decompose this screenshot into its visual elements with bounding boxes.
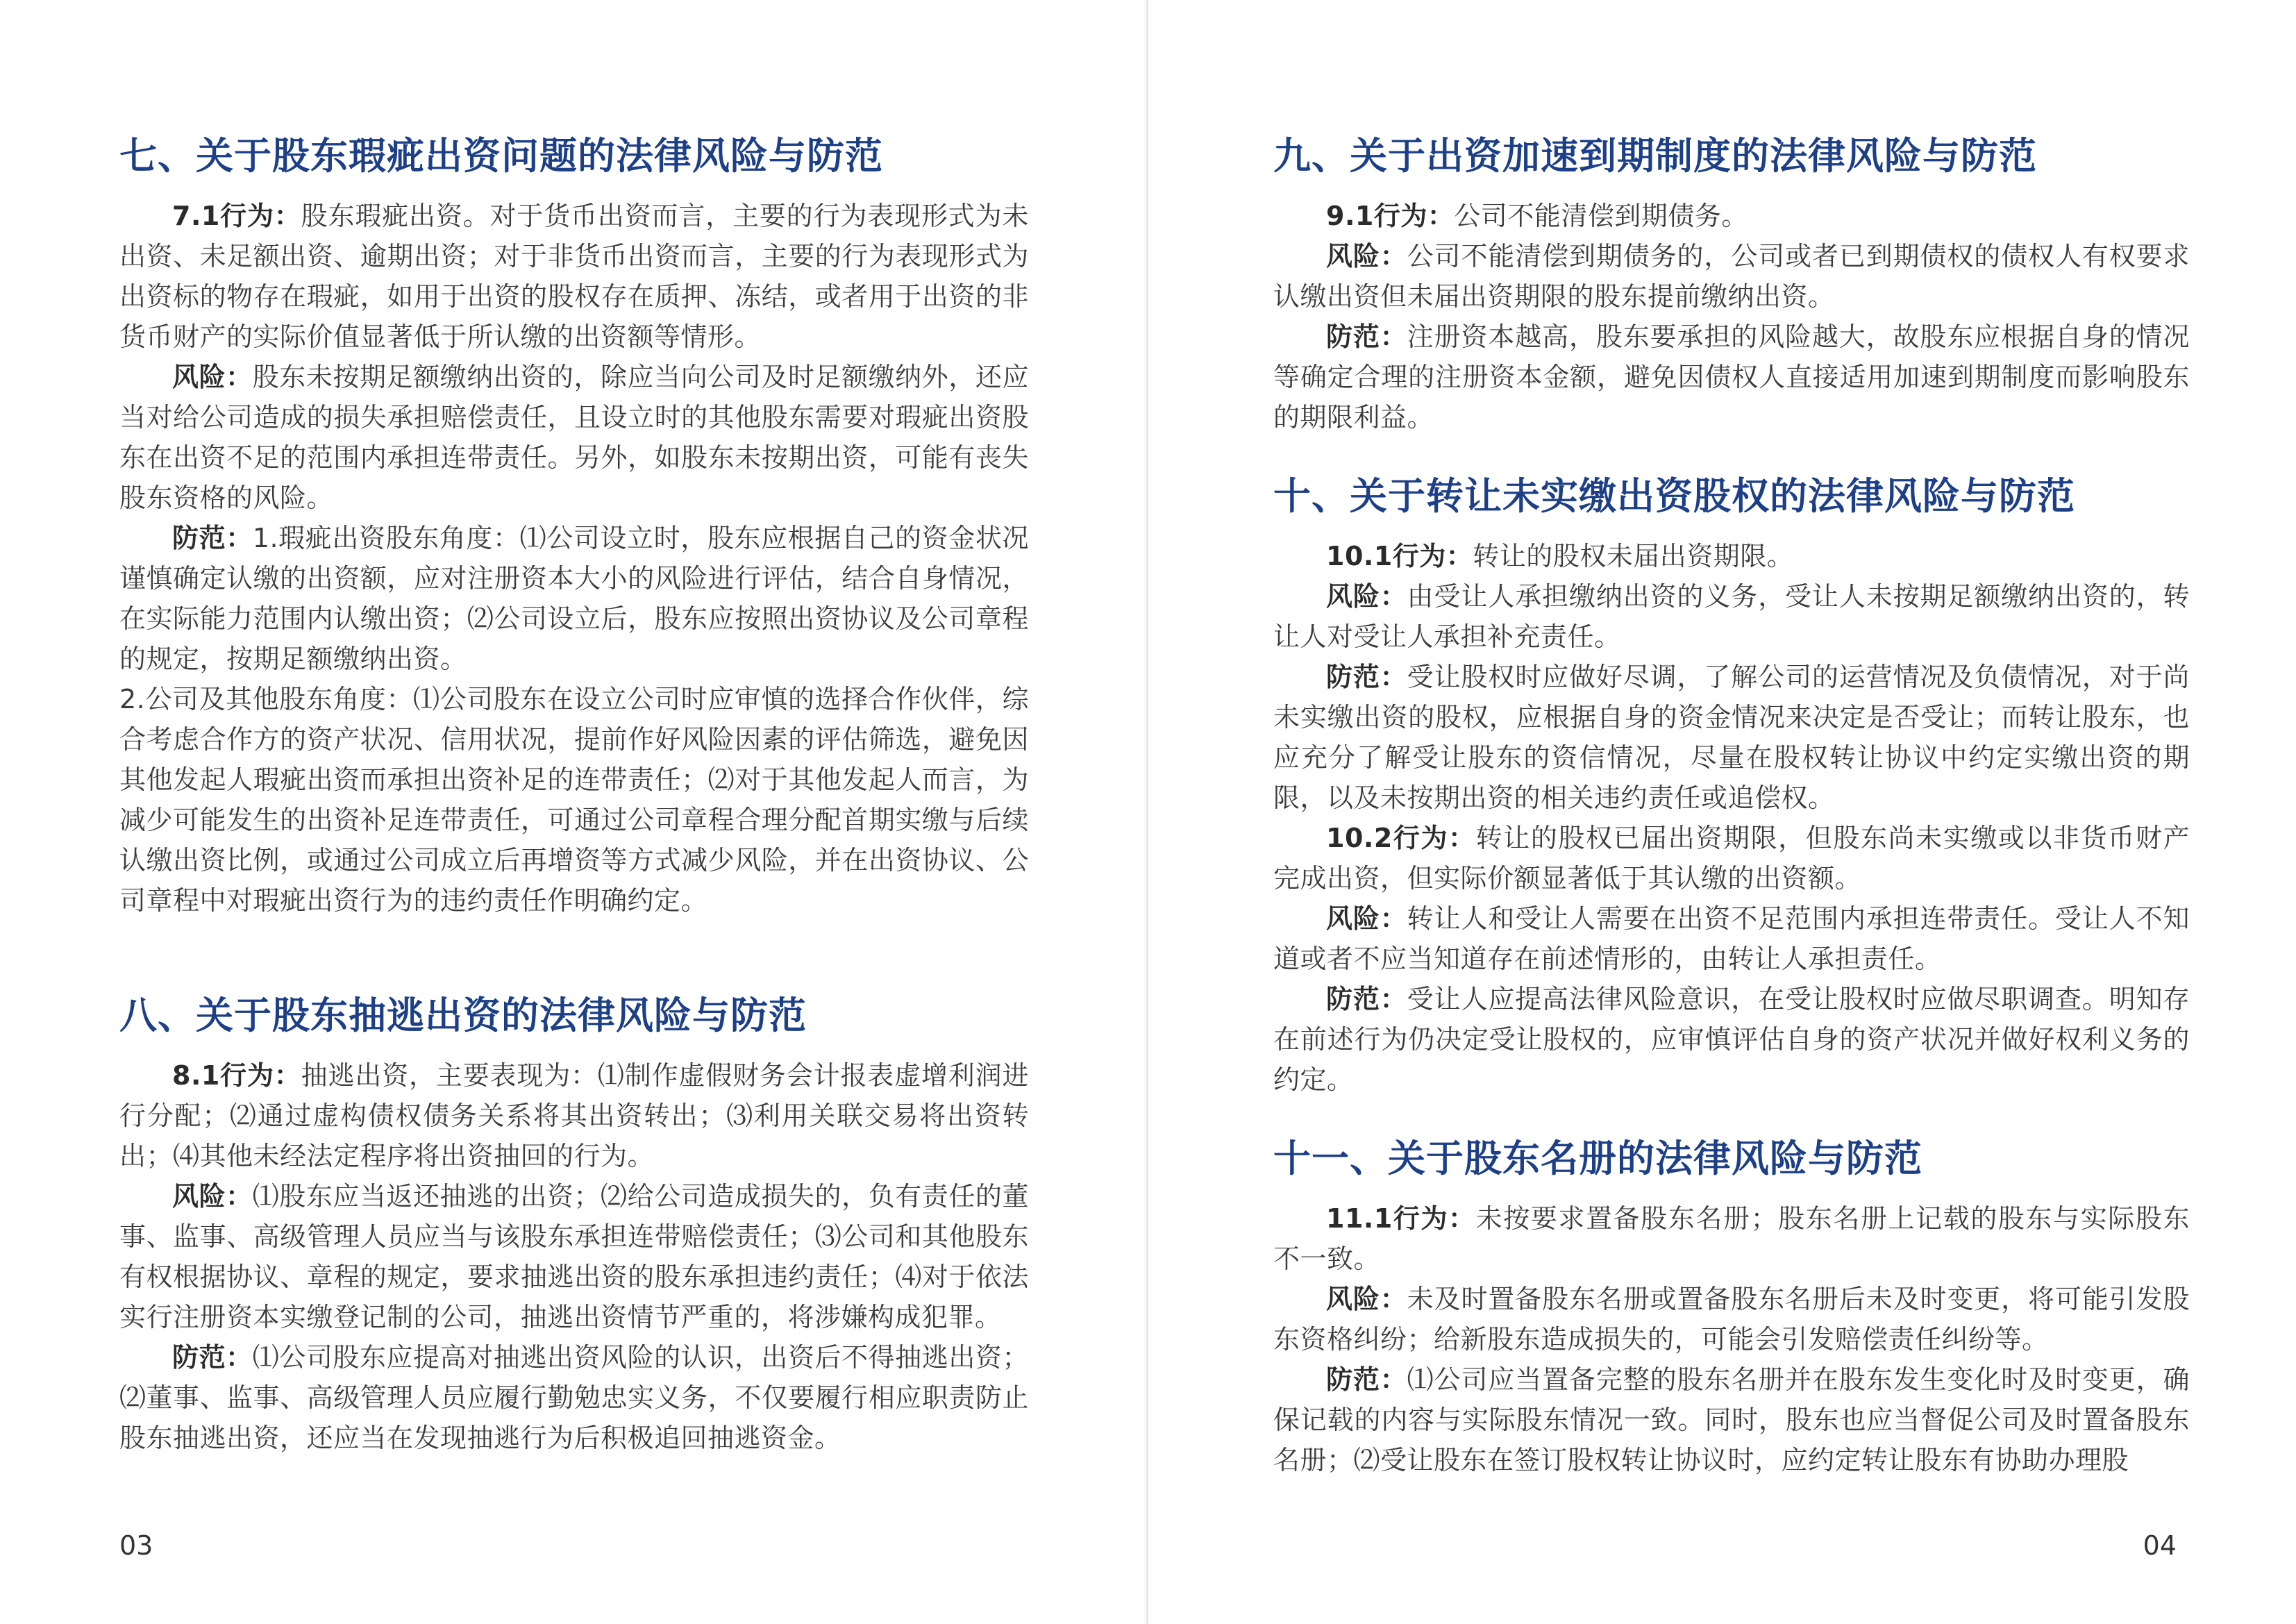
section-10-2-prevention-paragraph xyxy=(1273,979,2190,1100)
section-10-1-prevention-paragraph xyxy=(1273,657,2190,818)
section-8-risk-paragraph xyxy=(119,1176,1029,1337)
right-page xyxy=(1148,0,2296,1624)
section-8-1-behavior-paragraph xyxy=(119,1055,1029,1176)
paragraph-label: 风险： xyxy=(1326,903,1407,934)
paragraph-label: 8.1行为： xyxy=(172,1060,301,1091)
paragraph-label: 9.1行为： xyxy=(1326,201,1455,231)
section-10-title: 十、关于转让未实缴出资股权的法律风险与防范 xyxy=(1273,474,2075,518)
section-7-prevention-paragraph xyxy=(119,518,1029,679)
section-11 xyxy=(1273,1128,2190,1190)
paragraph-label: 风险： xyxy=(172,362,253,392)
paragraph-text: 转让的股权未届出资期限。 xyxy=(1473,541,1794,571)
section-10-1-risk-paragraph xyxy=(1273,576,2190,657)
paragraph-label: 风险： xyxy=(172,1181,253,1212)
paragraph-text: ⑴公司应当置备完整的股东名册并在股东发生变化时及时变更，确保记载的内容与实际股东情况一致。同时，股东也应当督促公司及时置备股东名册；⑵受让股东在签订股权转让协议时，应约定转让股东有协助办理股 xyxy=(1273,1364,2190,1475)
paragraph-label: 防范： xyxy=(172,1342,253,1373)
section-10 xyxy=(1273,465,2190,528)
section-11-risk-paragraph xyxy=(1273,1279,2190,1359)
paragraph-label: 防范： xyxy=(1326,321,1407,352)
paragraph-label: 10.2行为： xyxy=(1326,823,1476,853)
paragraph-text: 转让的股权已届出资期限，但股东尚未实缴或以非货币财产完成出资，但实际价额显著低于其认缴的出资额。 xyxy=(1273,823,2190,894)
page-number: 03 xyxy=(119,1530,153,1561)
paragraph-text: 注册资本越高，股东要承担的风险越大，故股东应根据自身的情况等确定合理的注册资本金额，避免因债权人直接适用加速到期制度而影响股东的期限利益。 xyxy=(1273,321,2190,433)
paragraph-text: 公司不能清偿到期债务的，公司或者已到期债权的债权人有权要求认缴出资但未届出资期限的股东提前缴纳出资。 xyxy=(1273,241,2190,312)
paragraph-label: 防范： xyxy=(1326,662,1407,692)
paragraph-text: 受让人应提高法律风险意识，在受让股权时应做尽职调查。明知存在前述行为仍决定受让股权的，应审慎评估自身的资产状况并做好权利义务的约定。 xyxy=(1273,984,2190,1095)
section-spacer xyxy=(1273,437,2190,465)
section-11-1-behavior-paragraph xyxy=(1273,1198,2190,1279)
paragraph-label: 11.1行为： xyxy=(1326,1203,1476,1234)
section-8 xyxy=(119,985,1029,1047)
paragraph-text: 抽逃出资，主要表现为：⑴制作虚假财务会计报表虚增利润进行分配；⑵通过虚构债权债务关系将其出资转出；⑶利用关联交易将出资转出；⑷其他未经法定程序将出资抽回的行为。 xyxy=(119,1060,1029,1171)
section-7-title: 七、关于股东瑕疵出资问题的法律风险与防范 xyxy=(119,134,883,178)
paragraph-text: 受让股权时应做好尽调，了解公司的运营情况及负债情况，对于尚未实缴出资的股权，应根据自身的资金情况来决定是否受让；而转让股东，也应充分了解受让股东的资信情况，尽量在股权转让协议中约定实缴出资的期限，以及未按期出资的相关违约责任或追偿权。 xyxy=(1273,662,2190,813)
paragraph-label: 防范： xyxy=(172,523,253,553)
section-spacer xyxy=(119,921,1029,985)
section-9-title: 九、关于出资加速到期制度的法律风险与防范 xyxy=(1273,134,2037,178)
paragraph-text: 股东未按期足额缴纳出资的，除应当向公司及时足额缴纳外，还应当对给公司造成的损失承担赔偿责任，且设立时的其他股东需要对瑕疵出资股东在出资不足的范围内承担连带责任。另外，如股东未按期出资，可能有丧失股东资格的风险。 xyxy=(119,362,1029,513)
paragraph-text: 股东瑕疵出资。对于货币出资而言，主要的行为表现形式为未出资、未足额出资、逾期出资；对于非货币出资而言，主要的行为表现形式为出资标的物存在瑕疵，如用于出资的股权存在质押、冻结，或者用于出资的非货币财产的实际价值显著低于所认缴的出资额等情形。 xyxy=(119,201,1029,352)
section-9-risk-paragraph xyxy=(1273,236,2190,317)
paragraph-text: 转让人和受让人需要在出资不足范围内承担连带责任。受让人不知道或者不应当知道存在前述情形的，由转让人承担责任。 xyxy=(1273,903,2190,974)
section-11-prevention-paragraph xyxy=(1273,1359,2190,1480)
paragraph-label: 10.1行为： xyxy=(1326,541,1473,571)
paragraph-text: ⑴公司股东应提高对抽逃出资风险的认识，出资后不得抽逃出资；⑵董事、监事、高级管理人员应履行勤勉忠实义务，不仅要履行相应职责防止股东抽逃出资，还应当在发现抽逃行为后积极追回抽逃资金。 xyxy=(119,1342,1029,1453)
section-7-risk-paragraph xyxy=(119,357,1029,518)
paragraph-label: 风险： xyxy=(1326,581,1407,612)
paragraph-label: 防范： xyxy=(1326,1364,1407,1395)
section-7 xyxy=(119,125,1029,187)
paragraph-text: ⑴股东应当返还抽逃的出资；⑵给公司造成损失的，负有责任的董事、监事、高级管理人员应当与该股东承担连带赔偿责任；⑶公司和其他股东有权根据协议、章程的规定，要求抽逃出资的股东承担违约责任；⑷对于依法实行注册资本实缴登记制的公司，抽逃出资情节严重的，将涉嫌构成犯罪。 xyxy=(119,1181,1029,1332)
left-page-content xyxy=(119,125,1029,1458)
paragraph-label: 风险： xyxy=(1326,241,1407,271)
paragraph-text: 未按要求置备股东名册；股东名册上记载的股东与实际股东不一致。 xyxy=(1273,1203,2190,1274)
paragraph-text: 2.公司及其他股东角度：⑴公司股东在设立公司时应审慎的选择合作伙伴，综合考虑合作方的资产状况、信用状况，提前作好风险因素的评估筛选，避免因其他发起人瑕疵出资而承担出资补足的连带责任；⑵对于其他发起人而言，为减少可能发生的出资补足连带责任，可通过公司章程合理分配首期实缴与后续认缴出资比例，或通过公司成立后再增资等方式减少风险，并在出资协议、公司章程中对瑕疵出资行为的违约责任作明确约定。 xyxy=(119,684,1029,916)
paragraph-text: 未及时置备股东名册或置备股东名册后未及时变更，将可能引发股东资格纠纷；给新股东造成损失的，可能会引发赔偿责任纠纷等。 xyxy=(1273,1284,2190,1355)
section-7-1-behavior-paragraph xyxy=(119,196,1029,357)
paragraph-text: 公司不能清偿到期债务。 xyxy=(1454,201,1748,231)
paragraph-label: 风险： xyxy=(1326,1284,1407,1314)
section-10-1-behavior-paragraph xyxy=(1273,536,2190,576)
section-9-prevention-paragraph xyxy=(1273,317,2190,437)
section-8-prevention-paragraph xyxy=(119,1337,1029,1458)
section-8-title: 八、关于股东抽逃出资的法律风险与防范 xyxy=(119,994,807,1037)
paragraph-text: 由受让人承担缴纳出资的义务，受让人未按期足额缴纳出资的，转让人对受让人承担补充责任。 xyxy=(1273,581,2190,652)
section-9 xyxy=(1273,125,2190,187)
section-11-title: 十一、关于股东名册的法律风险与防范 xyxy=(1273,1137,1922,1180)
right-page-content xyxy=(1273,125,2190,1480)
section-7-prevention-paragraph-2 xyxy=(119,679,1029,921)
section-spacer xyxy=(1273,1100,2190,1128)
page-number: 04 xyxy=(2143,1530,2177,1561)
paragraph-label: 防范： xyxy=(1326,984,1407,1014)
section-10-2-behavior-paragraph xyxy=(1273,818,2190,898)
paragraph-label: 7.1行为： xyxy=(172,201,301,231)
section-10-2-risk-paragraph xyxy=(1273,898,2190,979)
section-9-1-behavior-paragraph xyxy=(1273,196,2190,236)
paragraph-text: 1.瑕疵出资股东角度：⑴公司设立时，股东应根据自己的资金状况谨慎确定认缴的出资额，应对注册资本大小的风险进行评估，结合自身情况，在实际能力范围内认缴出资；⑵公司设立后，股东应按照出资协议及公司章程的规定，按期足额缴纳出资。 xyxy=(119,523,1029,674)
